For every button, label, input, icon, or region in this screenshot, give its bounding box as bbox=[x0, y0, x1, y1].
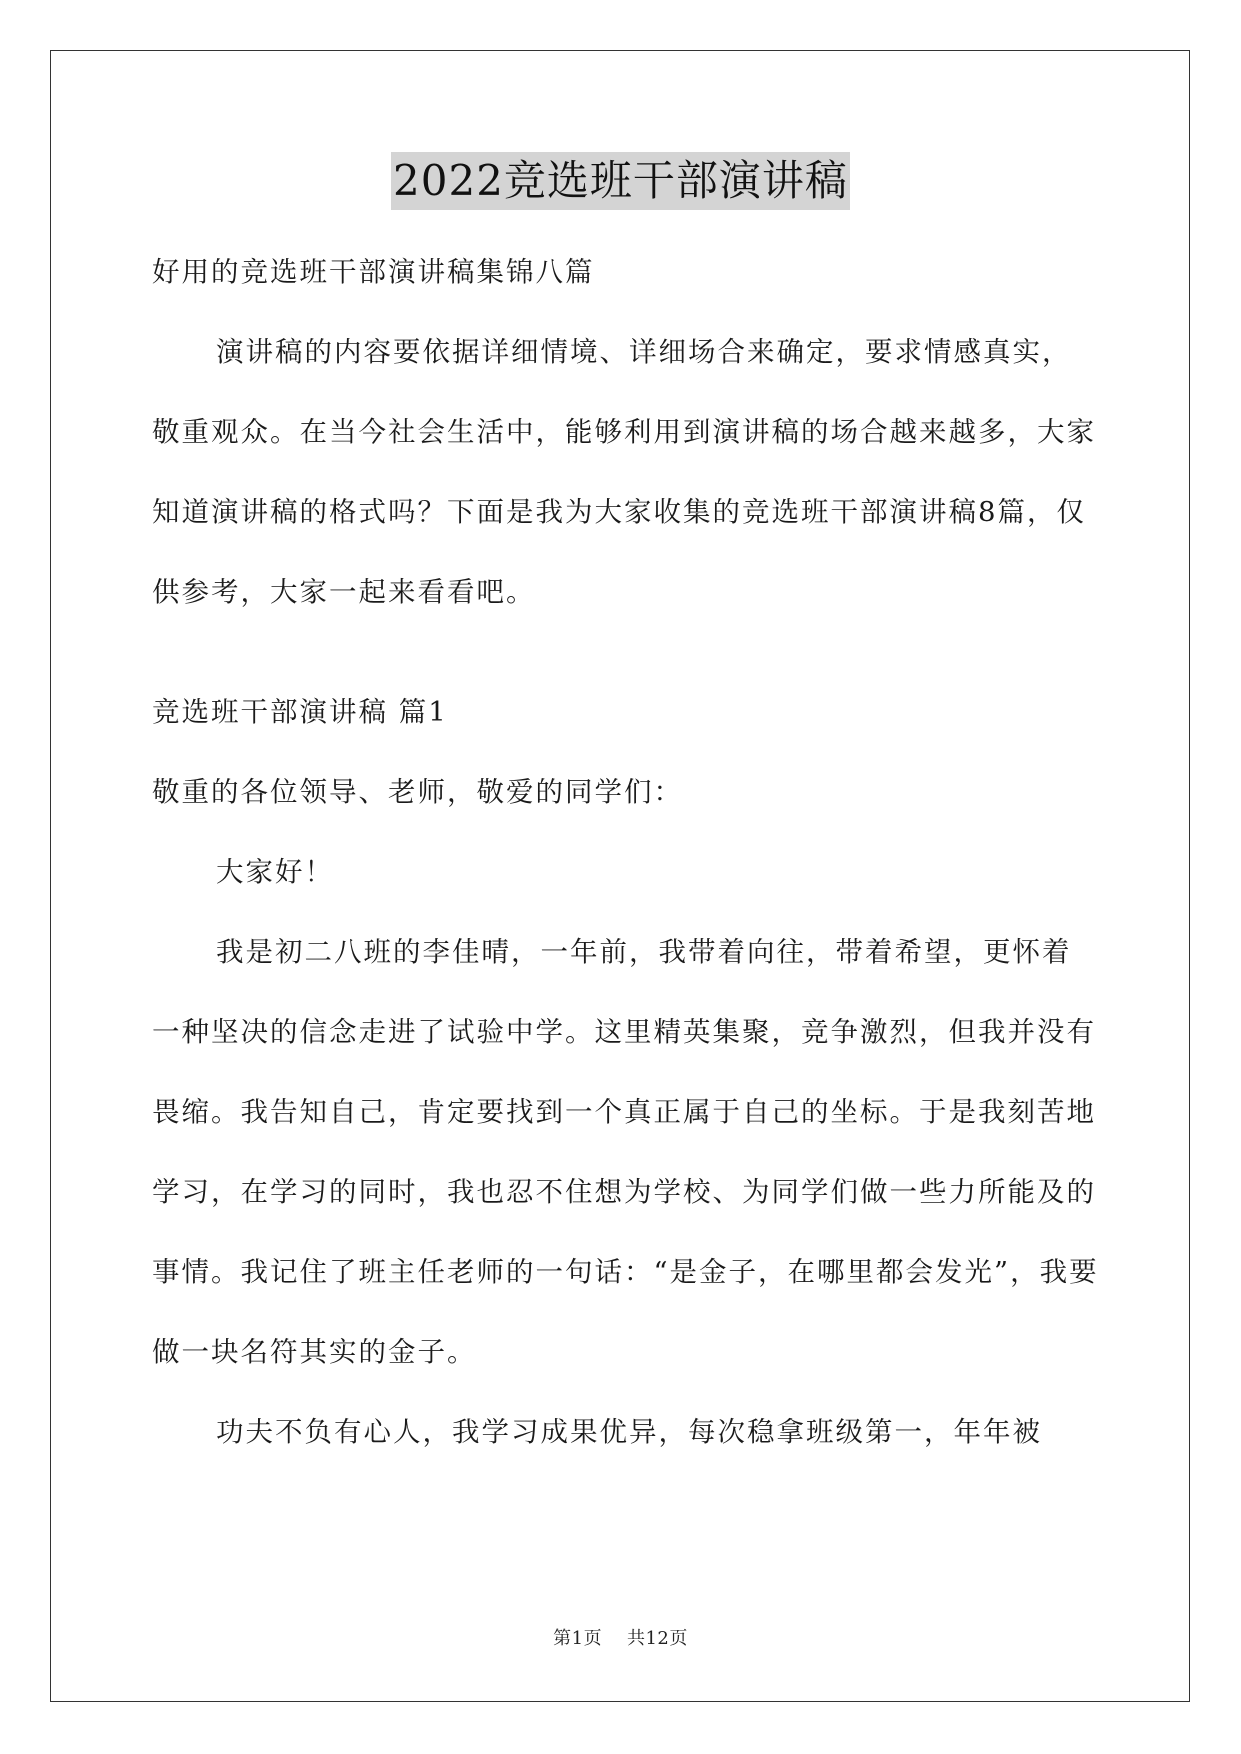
page-footer bbox=[0, 1624, 1241, 1650]
section-heading: 竞选班干部演讲稿 篇1 bbox=[152, 696, 448, 728]
document-title: 2022竞选班干部演讲稿 bbox=[391, 152, 850, 210]
page-total: 共12页 bbox=[626, 1628, 688, 1649]
document-body bbox=[152, 232, 1100, 1472]
greeting: 大家好！ bbox=[216, 856, 334, 888]
intro-paragraph: 演讲稿的内容要依据详细情境、详细场合来确定，要求情感真实，敬重观众。在当今社会生活中，能够利用到演讲稿的场合越来越多，大家知道演讲稿的格式吗？下面是我为大家收集的竞选班干部演讲稿8篇，仅供参考，大家一起来看看吧。 bbox=[152, 336, 1096, 608]
page-number: 第1页 bbox=[553, 1628, 603, 1649]
title-container bbox=[0, 152, 1241, 210]
body-paragraph-2: 功夫不负有心人，我学习成果优异，每次稳拿班级第一，年年被 bbox=[216, 1416, 1042, 1448]
salutation: 敬重的各位领导、老师，敬爱的同学们： bbox=[152, 776, 683, 808]
document-subtitle: 好用的竞选班干部演讲稿集锦八篇 bbox=[152, 256, 595, 288]
body-paragraph-1: 我是初二八班的李佳晴，一年前，我带着向往，带着希望，更怀着一种坚决的信念走进了试验中学。这里精英集聚，竞争激烈，但我并没有畏缩。我告知自己，肯定要找到一个真正属于自己的坐标。于是我刻苦地学习，在学习的同时，我也忍不住想为学校、为同学们做一些力所能及的事情。我记住了班主任老师的一句话：“是金子，在哪里都会发光”，我要做一块名符其实的金子。 bbox=[152, 936, 1099, 1368]
section-spacer bbox=[152, 632, 1100, 672]
